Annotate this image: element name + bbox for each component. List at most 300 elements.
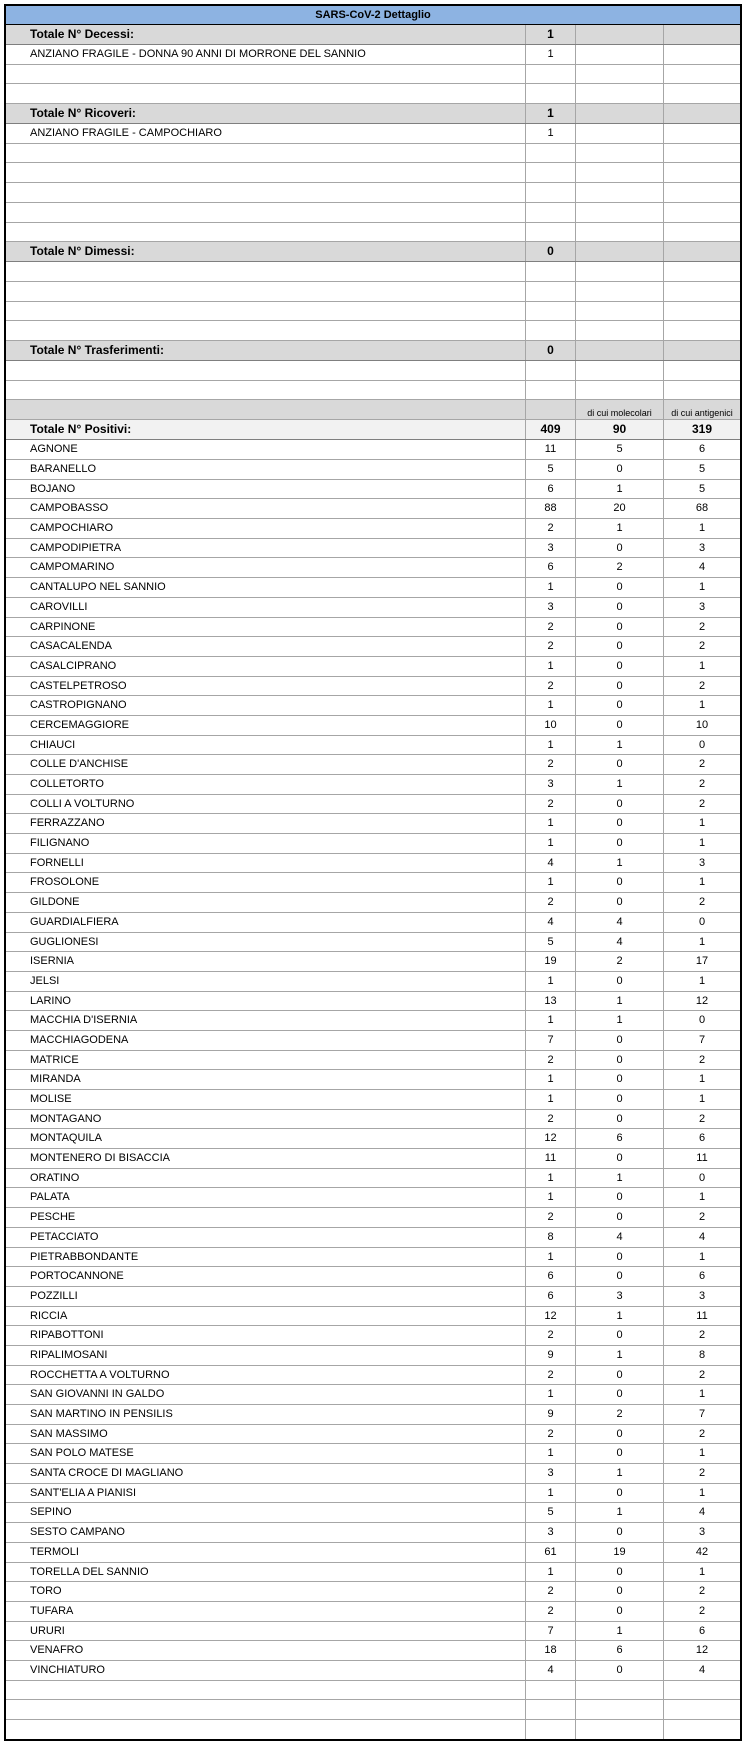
row-total: 1 [526, 814, 576, 833]
row-molecolari: 1 [576, 1503, 664, 1522]
municipality-row [6, 677, 740, 697]
row-antigenici: 2 [698, 1053, 706, 1066]
municipality-row [6, 539, 740, 559]
row-name: SEPINO [6, 1503, 526, 1522]
dimessi-total: 0 [526, 242, 576, 261]
row-name: TUFARA [6, 1602, 526, 1621]
row-molecolari: 3 [576, 1287, 664, 1306]
row-antigenici [664, 1700, 740, 1719]
row-name: PETACCIATO [6, 1228, 526, 1247]
municipality-row [6, 1248, 740, 1268]
row-antigenici: 1 [698, 1388, 706, 1401]
municipality-row [6, 618, 740, 638]
row-molecolari [576, 321, 664, 340]
row-name: PESCHE [6, 1208, 526, 1227]
row-antigenici: 2 [698, 620, 706, 633]
row-name: TORELLA DEL SANNIO [6, 1563, 526, 1582]
row-total: 61 [526, 1543, 576, 1562]
row-antigenici [664, 223, 740, 242]
row-molecolari: 0 [576, 972, 664, 991]
row-antigenici: 11 [696, 1152, 708, 1165]
row-name: SANT'ELIA A PIANISI [6, 1484, 526, 1503]
trasferimenti-total: 0 [526, 341, 576, 360]
row-name: GILDONE [6, 893, 526, 912]
row-antigenici: 1 [698, 1093, 706, 1105]
row-antigenici: 7 [698, 1408, 706, 1420]
positivi-header [6, 420, 740, 440]
row-total: 1 [526, 657, 576, 676]
row-name: RIPALIMOSANI [6, 1346, 526, 1365]
row-antigenici [664, 124, 740, 143]
row-molecolari: 0 [576, 637, 664, 656]
empty-row [6, 302, 740, 322]
row-total [526, 84, 576, 103]
row-total: 7 [526, 1031, 576, 1050]
row-antigenici: 11 [696, 1309, 708, 1322]
row-antigenici: 1 [698, 876, 706, 889]
row-molecolari [576, 45, 664, 64]
municipality-row [6, 480, 740, 500]
trasferimenti-label: Totale N° Trasferimenti: [6, 341, 526, 360]
row-antigenici [664, 1720, 740, 1739]
row-molecolari: 1 [576, 1622, 664, 1641]
municipality-row [6, 1543, 740, 1563]
row-molecolari: 0 [576, 677, 664, 696]
municipality-row [6, 1011, 740, 1031]
row-name: TORO [6, 1582, 526, 1601]
row-antigenici: 4 [698, 561, 706, 574]
row-name: ROCCHETTA A VOLTURNO [6, 1366, 526, 1385]
row-name: FERRAZZANO [6, 814, 526, 833]
row-name: COLLI A VOLTURNO [6, 795, 526, 814]
row-antigenici: 0 [698, 1171, 706, 1184]
row-name: SAN MASSIMO [6, 1425, 526, 1444]
decessi-header [6, 25, 740, 45]
row-antigenici: 8 [698, 1348, 706, 1361]
municipality-row [6, 460, 740, 480]
municipality-row [6, 1169, 740, 1189]
row-name: CASTROPIGNANO [6, 696, 526, 715]
municipality-row [6, 1090, 740, 1110]
row-total [526, 361, 576, 380]
row-antigenici [664, 183, 740, 202]
row-molecolari: 4 [576, 913, 664, 932]
row-name [6, 203, 526, 222]
row-molecolari: 0 [576, 1031, 664, 1050]
row-total: 2 [526, 893, 576, 912]
row-total: 4 [526, 1661, 576, 1680]
row-molecolari: 0 [576, 1267, 664, 1286]
row-antigenici [664, 262, 740, 281]
row-total: 1 [526, 1444, 576, 1463]
row-total [526, 1700, 576, 1719]
row-molecolari: 0 [576, 1563, 664, 1582]
row-name: RIPABOTTONI [6, 1326, 526, 1345]
municipality-row [6, 1346, 740, 1366]
trasferimenti-header [6, 341, 740, 361]
row-molecolari: 4 [576, 1228, 664, 1247]
municipality-row [6, 893, 740, 913]
row-name: SAN POLO MATESE [6, 1444, 526, 1463]
municipality-row [6, 1622, 740, 1642]
row-total [526, 144, 576, 163]
row-total: 19 [526, 952, 576, 971]
row-name: MATRICE [6, 1051, 526, 1070]
row-antigenici: 1 [698, 1447, 706, 1460]
empty-row [6, 163, 740, 183]
municipality-row [6, 578, 740, 598]
row-total: 1 [526, 1484, 576, 1503]
row-name: GUARDIALFIERA [6, 913, 526, 932]
row-name: PIETRABBONDANTE [6, 1248, 526, 1267]
row-molecolari: 0 [576, 598, 664, 617]
row-total [526, 282, 576, 301]
municipality-row [6, 1405, 740, 1425]
row-name [6, 262, 526, 281]
row-molecolari: 0 [576, 1582, 664, 1601]
row-name [6, 282, 526, 301]
municipality-row [6, 1602, 740, 1622]
row-name: PALATA [6, 1188, 526, 1207]
row-antigenici [664, 302, 740, 321]
row-total: 2 [526, 1110, 576, 1129]
row-antigenici: 1 [698, 935, 706, 948]
decessi-label: Totale N° Decessi: [6, 25, 526, 44]
municipality-row [6, 1366, 740, 1386]
row-antigenici: 2 [698, 1467, 706, 1480]
row-molecolari [576, 183, 664, 202]
row-antigenici: 4 [698, 1506, 706, 1519]
municipality-row [6, 775, 740, 795]
row-total: 11 [526, 440, 576, 459]
municipality-row [6, 1307, 740, 1327]
row-name: MONTAGANO [6, 1110, 526, 1129]
section-decessi [6, 25, 740, 104]
row-total: 2 [526, 795, 576, 814]
row-total: 2 [526, 1326, 576, 1345]
row-total: 7 [526, 1622, 576, 1641]
row-name: SANTA CROCE DI MAGLIANO [6, 1464, 526, 1483]
row-antigenici: 2 [698, 758, 706, 771]
row-antigenici: 2 [698, 1211, 706, 1224]
row-total: 11 [526, 1149, 576, 1168]
municipality-row [6, 854, 740, 874]
empty-row [6, 223, 740, 243]
row-molecolari: 0 [576, 893, 664, 912]
row-molecolari: 2 [576, 1405, 664, 1424]
section-trasferimenti [6, 341, 740, 400]
municipality-row [6, 1484, 740, 1504]
row-total: 4 [526, 913, 576, 932]
municipality-row [6, 499, 740, 519]
municipality-row [6, 795, 740, 815]
row-molecolari: 1 [576, 480, 664, 499]
row-molecolari: 1 [576, 1464, 664, 1483]
ricoveri-label: Totale N° Ricoveri: [6, 104, 526, 123]
row-molecolari: 1 [576, 1011, 664, 1030]
municipality-row [6, 598, 740, 618]
municipality-row [6, 755, 740, 775]
row-total: 6 [526, 480, 576, 499]
row-name [6, 183, 526, 202]
row-molecolari [576, 282, 664, 301]
row-antigenici: 0 [698, 915, 706, 928]
row-molecolari: 0 [576, 716, 664, 735]
row-name: CASTELPETROSO [6, 677, 526, 696]
row-name: MOLISE [6, 1090, 526, 1109]
row-molecolari: 0 [576, 834, 664, 853]
section-dimessi [6, 242, 740, 341]
row-antigenici: 3 [698, 856, 706, 869]
row-total: 1 [526, 1169, 576, 1188]
row-antigenici [664, 163, 740, 182]
row-name: VINCHIATURO [6, 1661, 526, 1680]
row-total [526, 321, 576, 340]
row-molecolari: 0 [576, 1484, 664, 1503]
row-total: 3 [526, 598, 576, 617]
col-molecolari: di cui molecolari [576, 400, 664, 419]
municipality-row [6, 952, 740, 972]
positivi-label: Totale N° Positivi: [6, 420, 526, 439]
empty-row [6, 203, 740, 223]
row-name: SESTO CAMPANO [6, 1523, 526, 1542]
row-antigenici: 2 [698, 1329, 706, 1342]
row-name: COLLE D'ANCHISE [6, 755, 526, 774]
row-molecolari: 6 [576, 1129, 664, 1148]
row-total: 9 [526, 1405, 576, 1424]
municipality-row [6, 834, 740, 854]
row-antigenici: 42 [695, 1545, 709, 1558]
row-total [526, 203, 576, 222]
row-antigenici: 17 [695, 955, 709, 968]
row-total: 2 [526, 1051, 576, 1070]
row-antigenici: 3 [698, 1289, 706, 1302]
positivi-total-molecolari: 90 [576, 420, 664, 439]
row-name: CAMPOMARINO [6, 558, 526, 577]
municipality-row [6, 1385, 740, 1405]
row-antigenici: 1 [698, 699, 706, 712]
row-name: BOJANO [6, 480, 526, 499]
municipality-row [6, 972, 740, 992]
section-positivi [6, 400, 740, 1739]
municipality-row [6, 440, 740, 460]
row-antigenici: 12 [695, 1644, 709, 1657]
municipality-row [6, 1188, 740, 1208]
row-name [6, 1681, 526, 1700]
row-antigenici: 1 [698, 1191, 706, 1204]
row-molecolari: 0 [576, 795, 664, 814]
row-antigenici: 68 [695, 502, 709, 515]
dimessi-label: Totale N° Dimessi: [6, 242, 526, 261]
row-antigenici: 2 [698, 797, 706, 810]
municipality-row [6, 1129, 740, 1149]
row-name: FILIGNANO [6, 834, 526, 853]
municipality-row [6, 1661, 740, 1681]
municipality-row [6, 1641, 740, 1661]
row-antigenici: 1 [698, 581, 706, 594]
row-total: 2 [526, 519, 576, 538]
row-antigenici [664, 84, 740, 103]
row-name: COLLETORTO [6, 775, 526, 794]
row-name [6, 361, 526, 380]
row-total: 12 [526, 1129, 576, 1148]
municipality-row [6, 1582, 740, 1602]
municipality-row [6, 1326, 740, 1346]
row-total: 2 [526, 677, 576, 696]
row-total [526, 223, 576, 242]
empty-row [6, 321, 740, 341]
row-total: 88 [526, 499, 576, 518]
row-molecolari [576, 1700, 664, 1719]
row-total: 1 [526, 1385, 576, 1404]
row-name: CANTALUPO NEL SANNIO [6, 578, 526, 597]
row-name [6, 65, 526, 84]
municipality-row [6, 1070, 740, 1090]
row-antigenici: 2 [698, 1585, 706, 1598]
row-molecolari: 0 [576, 657, 664, 676]
row-antigenici: 6 [698, 1132, 706, 1145]
row-molecolari: 0 [576, 1110, 664, 1129]
row-molecolari: 0 [576, 578, 664, 597]
row-name [6, 84, 526, 103]
row-total: 5 [526, 1503, 576, 1522]
row-antigenici [664, 203, 740, 222]
municipality-row [6, 1523, 740, 1543]
municipality-row [6, 657, 740, 677]
empty-row [6, 1700, 740, 1720]
row-antigenici: 10 [695, 718, 709, 731]
ricoveri-item [6, 124, 740, 144]
row-total: 2 [526, 1208, 576, 1227]
row-antigenici: 6 [698, 443, 706, 456]
row-molecolari: 1 [576, 736, 664, 755]
row-antigenici: 2 [698, 1112, 706, 1125]
decessi-item [6, 45, 740, 65]
municipality-row [6, 519, 740, 539]
row-molecolari: 0 [576, 1051, 664, 1070]
row-molecolari [576, 1720, 664, 1739]
row-name: CARPINONE [6, 618, 526, 637]
row-total: 5 [526, 933, 576, 952]
row-total [526, 381, 576, 400]
row-name: AGNONE [6, 440, 526, 459]
row-molecolari [576, 223, 664, 242]
row-molecolari: 0 [576, 1326, 664, 1345]
row-antigenici: 2 [698, 896, 706, 909]
row-molecolari [576, 163, 664, 182]
row-molecolari: 0 [576, 618, 664, 637]
row-name [6, 1700, 526, 1719]
row-name: URURI [6, 1622, 526, 1641]
empty-row [6, 282, 740, 302]
row-molecolari [576, 144, 664, 163]
row-total: 2 [526, 1425, 576, 1444]
row-total: 1 [526, 1248, 576, 1267]
row-molecolari: 0 [576, 1425, 664, 1444]
empty-row [6, 65, 740, 85]
row-total: 1 [526, 1011, 576, 1030]
positivi-subheader [6, 400, 740, 420]
row-total: 2 [526, 1582, 576, 1601]
row-total [526, 163, 576, 182]
row-antigenici [664, 65, 740, 84]
municipality-row [6, 1110, 740, 1130]
row-total [526, 302, 576, 321]
row-total: 1 [526, 736, 576, 755]
row-name: FORNELLI [6, 854, 526, 873]
row-antigenici: 3 [698, 600, 706, 613]
row-molecolari: 0 [576, 1523, 664, 1542]
row-name: ISERNIA [6, 952, 526, 971]
row-total: 2 [526, 755, 576, 774]
row-molecolari [576, 302, 664, 321]
municipality-row [6, 1031, 740, 1051]
row-molecolari: 20 [576, 499, 664, 518]
row-molecolari: 5 [576, 440, 664, 459]
row-name: POZZILLI [6, 1287, 526, 1306]
municipality-row [6, 913, 740, 933]
row-name: MONTENERO DI BISACCIA [6, 1149, 526, 1168]
row-name: TERMOLI [6, 1543, 526, 1562]
row-molecolari: 0 [576, 1208, 664, 1227]
row-total [526, 262, 576, 281]
row-molecolari: 0 [576, 1090, 664, 1109]
row-antigenici [664, 381, 740, 400]
row-total: 1 [526, 1563, 576, 1582]
row-antigenici: 2 [698, 778, 706, 790]
decessi-total: 1 [526, 25, 576, 44]
row-name: PORTOCANNONE [6, 1267, 526, 1286]
row-antigenici: 1 [698, 837, 706, 850]
row-total: 6 [526, 1287, 576, 1306]
row-molecolari: 0 [576, 1188, 664, 1207]
row-molecolari: 2 [576, 952, 664, 971]
row-name: MACCHIA D'ISERNIA [6, 1011, 526, 1030]
row-molecolari [576, 381, 664, 400]
row-total [526, 1681, 576, 1700]
municipality-row [6, 1425, 740, 1445]
empty-row [6, 361, 740, 381]
row-antigenici: 2 [698, 640, 706, 653]
row-antigenici: 7 [698, 1033, 706, 1046]
row-antigenici: 4 [698, 1230, 706, 1243]
row-molecolari: 4 [576, 933, 664, 952]
row-molecolari: 1 [576, 519, 664, 538]
municipality-row [6, 558, 740, 578]
row-antigenici: 1 [698, 1073, 706, 1086]
municipality-row [6, 736, 740, 756]
row-total: 1 [526, 45, 576, 64]
row-name: VENAFRO [6, 1641, 526, 1660]
row-total: 1 [526, 578, 576, 597]
row-total: 2 [526, 1366, 576, 1385]
row-name [6, 1720, 526, 1739]
municipality-row [6, 1228, 740, 1248]
row-name: SAN GIOVANNI IN GALDO [6, 1385, 526, 1404]
row-molecolari: 0 [576, 539, 664, 558]
row-molecolari: 0 [576, 1070, 664, 1089]
row-total [526, 183, 576, 202]
row-molecolari [576, 124, 664, 143]
row-name: LARINO [6, 992, 526, 1011]
row-molecolari: 2 [576, 558, 664, 577]
row-antigenici [664, 144, 740, 163]
row-molecolari: 0 [576, 1248, 664, 1267]
row-antigenici: 6 [698, 1270, 706, 1283]
row-antigenici: 1 [698, 1250, 706, 1263]
row-total: 6 [526, 1267, 576, 1286]
row-name: ANZIANO FRAGILE - CAMPOCHIARO [6, 124, 526, 143]
